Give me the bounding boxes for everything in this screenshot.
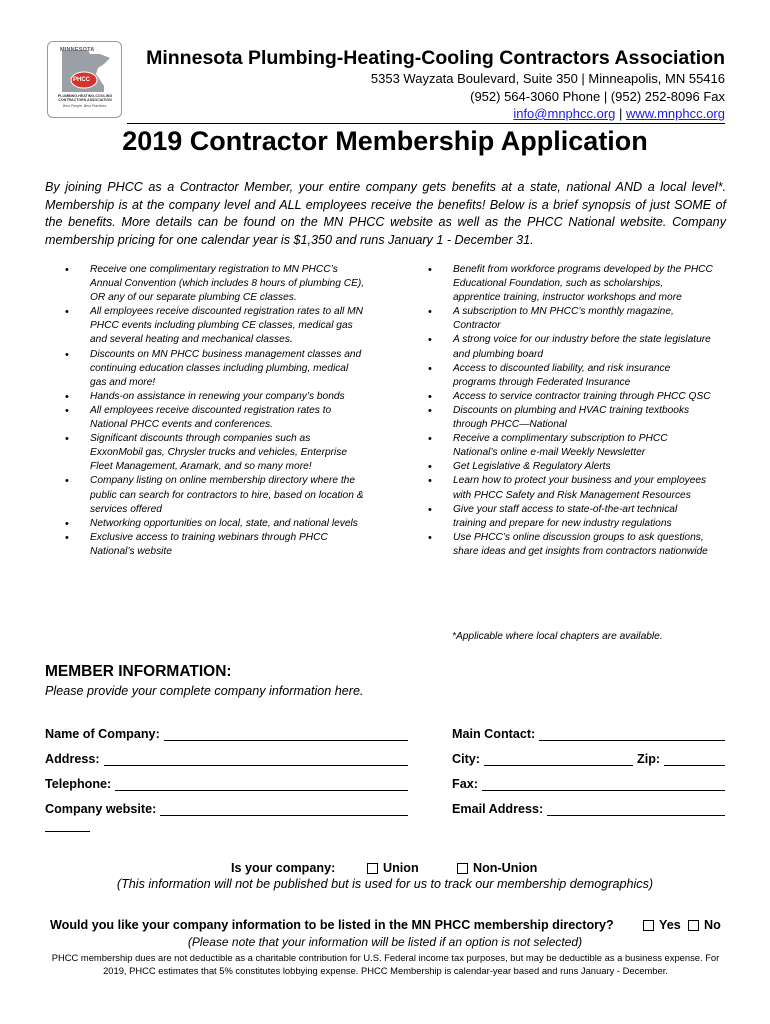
benefit-item: • All employees receive discounted registration rates to National PHCC events and conferences. xyxy=(65,404,365,432)
union-question: Is your company: xyxy=(231,861,336,875)
company-name-field xyxy=(45,727,408,741)
org-name: Minnesota Plumbing-Heating-Cooling Contractors Association xyxy=(146,47,725,69)
fax-field xyxy=(452,777,725,791)
directory-question: Would you like your company information to be listed in the MN PHCC membership directory? xyxy=(50,918,614,932)
website-continuation-line[interactable] xyxy=(45,831,90,832)
zip-field xyxy=(637,752,725,766)
email-link[interactable]: info@mnphcc.org xyxy=(513,106,616,121)
zip-input-line[interactable] xyxy=(664,753,725,766)
directory-yes-label: Yes xyxy=(659,918,681,932)
tax-disclaimer: PHCC membership dues are not deductible as a charitable contribution for U.S. Federal income tax purposes, but may be deductible as a business expense. For 2019, PHCC estimates that 5% constitutes lobbying expense. PHCC Membership is calendar-year based and runs January - December. xyxy=(51,952,720,976)
benefit-item: • Access to discounted liability, and risk insurance programs through Federated Insurance xyxy=(428,362,713,390)
benefit-item: • Networking opportunities on local, state, and national levels xyxy=(65,517,365,531)
directory-no-checkbox[interactable] xyxy=(688,920,699,931)
member-info-title: MEMBER INFORMATION: xyxy=(45,663,232,680)
company-name-input-line[interactable] xyxy=(164,728,408,741)
union-checkbox[interactable] xyxy=(367,863,378,874)
logo-subtitle-text: PLUMBING-HEATING-COOLING CONTRACTORS ASSOCIATION xyxy=(57,94,113,103)
address-field xyxy=(45,752,408,766)
org-phones: (952) 564-3060 Phone | (952) 252-8096 Fax xyxy=(470,89,725,104)
email-label: Email Address: xyxy=(452,802,544,816)
benefit-item: • Hands-on assistance in renewing your company’s bonds xyxy=(65,390,365,404)
benefit-item: • Get Legislative & Regulatory Alerts xyxy=(428,460,713,474)
benefit-item: • Exclusive access to training webinars through PHCC National’s website xyxy=(65,531,365,559)
benefit-item: • A strong voice for our industry before the state legislature and plumbing board xyxy=(428,333,713,361)
benefits-list-left xyxy=(65,263,365,559)
directory-yes-checkbox[interactable] xyxy=(643,920,654,931)
telephone-input-line[interactable] xyxy=(115,778,408,791)
header-divider xyxy=(127,123,725,124)
city-input-line[interactable] xyxy=(484,753,633,766)
telephone-field xyxy=(45,777,408,791)
website-label: Company website: xyxy=(45,802,157,816)
benefit-item: • Discounts on plumbing and HVAC training textbooks through PHCC—National xyxy=(428,404,713,432)
link-separator: | xyxy=(615,106,627,121)
non-union-option-label: Non-Union xyxy=(473,861,538,875)
telephone-label: Telephone: xyxy=(45,777,112,791)
intro-paragraph: By joining PHCC as a Contractor Member, your entire company gets benefits at a state, national AND a local level*. Membership is at the company level and ALL employees receive the benefits! Below is a brief synopsis of just SOME of the benefits. More details can be found on the MN PHCC website as well as the PHCC National website. Company membership pricing for one calendar year is $1,350 and runs January 1 - December 31. xyxy=(45,180,726,247)
benefit-item: • Discounts on MN PHCC business management classes and continuing education classes including plumbing, medical gas and more! xyxy=(65,348,365,390)
directory-no-label: No xyxy=(704,918,721,932)
benefit-item: • A subscription to MN PHCC’s monthly magazine, Contractor xyxy=(428,305,713,333)
org-contact-links xyxy=(513,106,725,121)
directory-yes-option[interactable] xyxy=(643,918,681,932)
non-union-option[interactable] xyxy=(457,861,537,875)
benefit-item: • Learn how to protect your business and your employees with PHCC Safety and Risk Management Resources xyxy=(428,474,713,502)
main-contact-label: Main Contact: xyxy=(452,727,536,741)
union-note: (This information will not be published but is used for us to track our membership demographics) xyxy=(116,877,654,891)
address-label: Address: xyxy=(45,752,100,766)
logo-state-text: MINNESOTA xyxy=(60,47,95,53)
local-chapters-footnote: *Applicable where local chapters are available. xyxy=(452,631,663,642)
website-field xyxy=(45,802,408,816)
directory-note: (Please note that your information will be listed if an option is not selected) xyxy=(187,935,583,949)
page-title: 2019 Contractor Membership Application xyxy=(122,126,648,156)
benefit-item: • All employees receive discounted registration rates to all MN PHCC events including plumbing CE classes, medical gas and several heating and mechanical classes. xyxy=(65,305,365,347)
address-input-line[interactable] xyxy=(104,753,408,766)
union-option[interactable] xyxy=(367,861,419,875)
benefit-item: • Benefit from workforce programs developed by the PHCC Educational Foundation, such as scholarships, apprentice training, instructor workshops and more xyxy=(428,263,713,305)
benefit-item: • Receive one complimentary registration to MN PHCC’s Annual Convention (which includes 8 hours of plumbing CE), OR any of our separate plumbing CE classes. xyxy=(65,263,365,305)
email-field xyxy=(452,802,725,816)
main-contact-field xyxy=(452,727,725,741)
zip-label: Zip: xyxy=(637,752,661,766)
directory-no-option[interactable] xyxy=(688,918,721,932)
fax-label: Fax: xyxy=(452,777,478,791)
benefit-item: • Use PHCC’s online discussion groups to ask questions, share ideas and get insights from contractors nationwide xyxy=(428,531,713,559)
benefit-item: • Give your staff access to state-of-the-art technical training and prepare for new industry regulations xyxy=(428,503,713,531)
logo-tagline-text: Best People. Best Practices. xyxy=(62,104,108,108)
email-input-line[interactable] xyxy=(547,803,725,816)
city-field xyxy=(452,752,633,766)
org-address: 5353 Wayzata Boulevard, Suite 350 | Minneapolis, MN 55416 xyxy=(370,71,725,86)
benefit-item: • Access to service contractor training through PHCC QSC xyxy=(428,390,713,404)
website-link[interactable]: www.mnphcc.org xyxy=(626,106,725,121)
phcc-logo xyxy=(47,41,122,118)
benefit-item: • Receive a complimentary subscription to PHCC National’s online e-mail Weekly Newsletter xyxy=(428,432,713,460)
website-input-line[interactable] xyxy=(160,803,408,816)
company-name-label: Name of Company: xyxy=(45,727,160,741)
fax-input-line[interactable] xyxy=(482,778,725,791)
union-option-label: Union xyxy=(383,861,419,875)
logo-abbr-text: PHCC xyxy=(73,77,91,83)
main-contact-input-line[interactable] xyxy=(539,728,725,741)
benefit-item: • Significant discounts through companies such as ExxonMobil gas, Chrysler trucks and vehicles, Enterprise Fleet Management, Aramark, and so many more! xyxy=(65,432,365,474)
benefits-list-right xyxy=(428,263,713,559)
city-label: City: xyxy=(452,752,480,766)
member-info-subtitle: Please provide your complete company information here. xyxy=(45,684,364,698)
benefit-item: • Company listing on online membership directory where the public can search for contractors to hire, based on location & services offered xyxy=(65,474,365,516)
non-union-checkbox[interactable] xyxy=(457,863,468,874)
